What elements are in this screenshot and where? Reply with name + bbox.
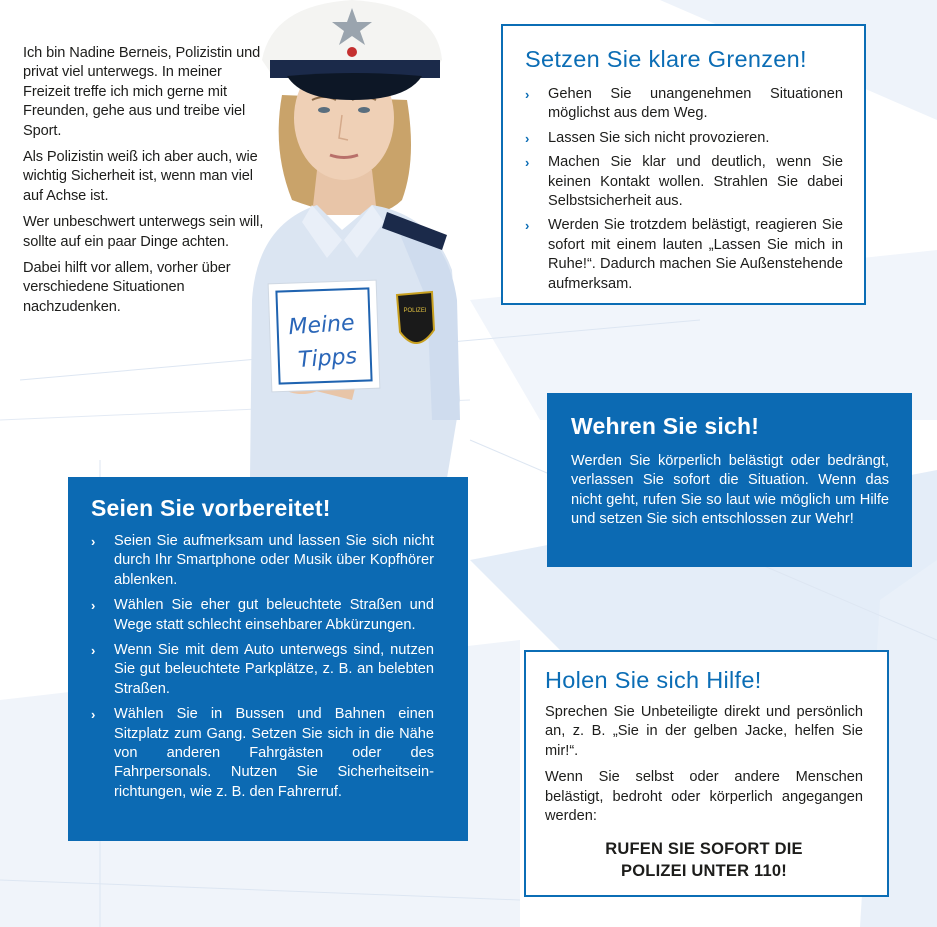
intro-paragraph-3: Wer unbeschwert unterwegs sein will, sollte auf ein paar Dinge achten.: [23, 214, 264, 250]
svg-text:Tipps: Tipps: [297, 343, 358, 374]
box-clear-boundaries: [501, 24, 866, 305]
box-defend-yourself: [547, 393, 912, 567]
chevron-right-icon: ›: [91, 598, 96, 614]
tips-list: [91, 532, 434, 802]
list-item: › Wählen Sie in Bussen und Bahnen einen Sitzplatz zum Gang. Setzen Sie sich in die Nähe von anderen Fahrgästen oder des Fahrpersonals. Nutzen Sie Sicherheitseinrichtungen, wie z. B. den Fahrerruf.: [91, 706, 434, 800]
police-officer-photo: [232, 0, 482, 478]
emergency-call-text: RUFEN SIE SOFORT DIE POLIZEI UNTER 110!: [605, 840, 803, 881]
chevron-right-icon: ›: [91, 707, 96, 723]
chevron-right-icon: ›: [91, 534, 96, 549]
chevron-right-icon: ›: [525, 155, 530, 171]
box-title: Setzen Sie klare Grenzen!: [525, 46, 807, 72]
chevron-right-icon: ›: [525, 87, 530, 102]
intro-paragraph-2: Als Polizistin weiß ich aber auch, wie wichtig Sicherheit ist, wenn man viel auf Achse ist.: [23, 149, 258, 204]
list-item: › Lassen Sie sich nicht provozieren.: [525, 129, 843, 148]
list-item: › Wenn Sie mit dem Auto unterwegs sind, nutzen Sie gut beleuchtete Parkplätze, z. B. an belebten Straßen.: [91, 642, 434, 697]
chevron-right-icon: ›: [525, 130, 530, 146]
list-item: › Machen Sie klar und deutlich, wenn Sie keinen Kontakt wollen. Strahlen Sie dabei Selbstsicherheit aus.: [525, 154, 843, 210]
intro-paragraph-4: Dabei hilft vor allem, vorher über verschiedene Situationen nachzudenken.: [23, 260, 231, 315]
list-item: › Seien Sie aufmerksam und lassen Sie sich nicht durch Ihr Smartphone oder Musik über Kopfhörer ablenken.: [91, 533, 434, 588]
box-title: Wehren Sie sich!: [571, 413, 760, 439]
svg-text:POLIZEI: POLIZEI: [403, 308, 427, 314]
meine-tipps-card: [268, 280, 380, 392]
box-be-prepared: [68, 477, 468, 841]
list-item: › Werden Sie trotzdem belästigt, reagieren Sie sofort mit einem lauten „Lassen Sie mich in Ruhe!“. Dadurch machen Sie Außenstehende aufmerksam.: [525, 217, 843, 292]
chevron-right-icon: ›: [91, 643, 96, 659]
police-patch-icon: [397, 292, 434, 343]
box-text: Wenn Sie selbst oder andere Menschen belästigt, bedroht oder körperlich angegangen werden:: [545, 769, 863, 825]
chevron-right-icon: ›: [525, 218, 530, 234]
svg-text:Meine: Meine: [287, 310, 356, 341]
tips-list: [525, 85, 843, 294]
intro-paragraph-1: Ich bin Nadine Berneis, Polizistin und privat viel unterwegs. In meiner Freizeit treffe ich mich gerne mit Freunden, gehe aus und treibe viel Sport.: [23, 45, 261, 139]
box-title: Seien Sie vorbereitet!: [91, 495, 331, 521]
box-text: Sprechen Sie Unbeteiligte direkt und persönlich an, z. B. „Sie in der gelben Jacke, helfen Sie mir!“.: [545, 704, 863, 759]
box-get-help: [524, 650, 889, 897]
list-item: › Gehen Sie unangenehmen Situationen möglichst aus dem Weg.: [525, 86, 843, 122]
box-text: Werden Sie körperlich belästigt oder bedrängt, verlassen Sie sofort die Situation. Wenn das nicht geht, rufen Sie so laut wie möglich um Hilfe und setzen Sie sich entschlossen zur Wehr!: [571, 453, 889, 528]
list-item: › Wählen Sie eher gut beleuchtete Straßen und Wege statt schlecht einsehbarer Abkürzungen.: [91, 597, 434, 633]
box-title: Holen Sie sich Hilfe!: [545, 667, 762, 693]
